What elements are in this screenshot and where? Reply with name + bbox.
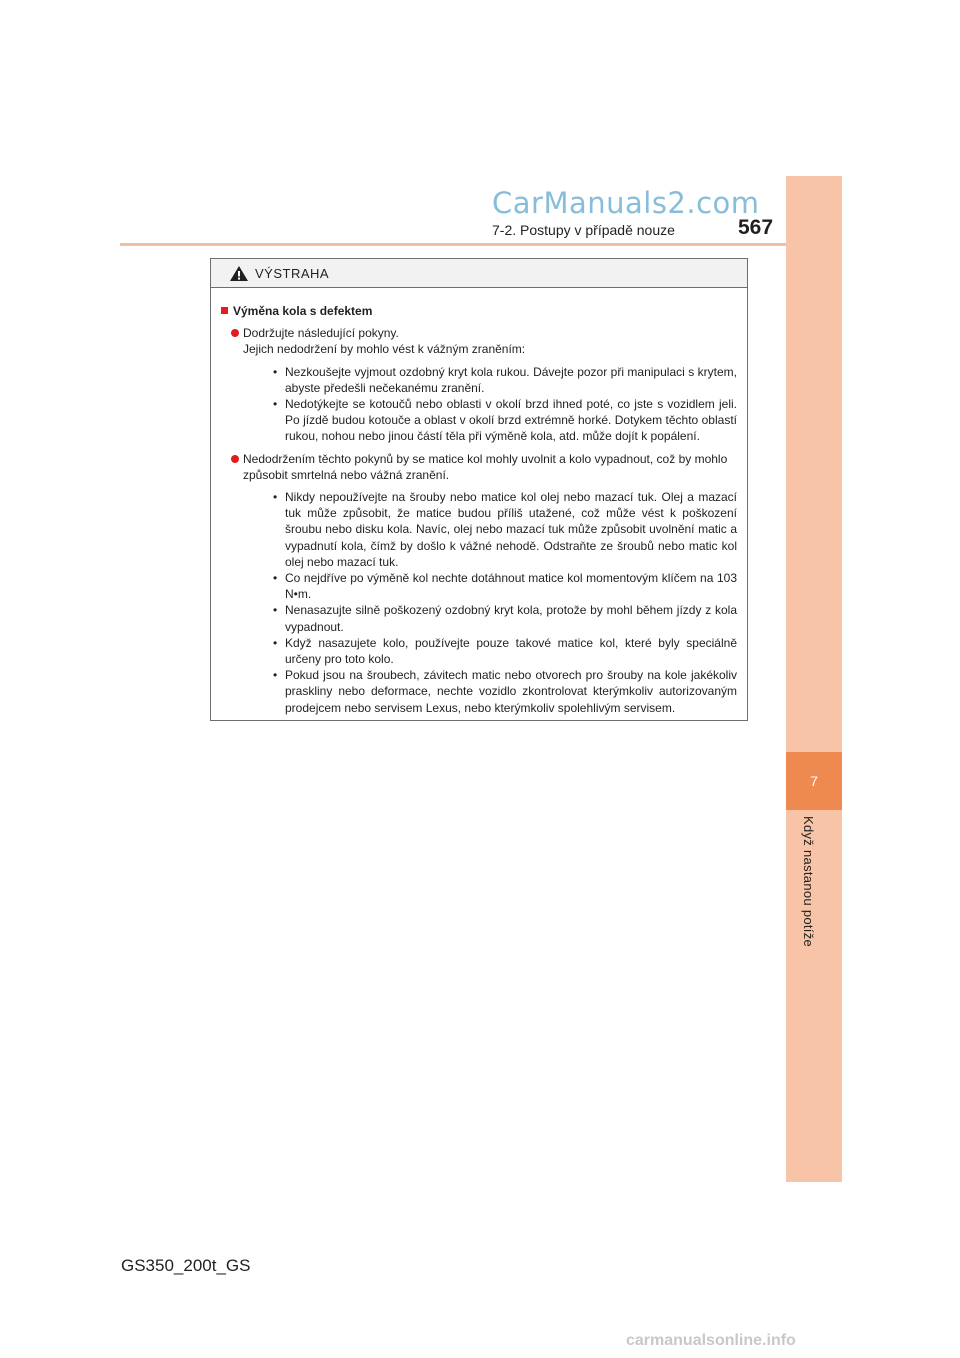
- chapter-side-tab: [786, 176, 842, 1182]
- footer-model: GS350_200t_GS: [121, 1256, 251, 1275]
- warning-header: [211, 259, 747, 288]
- header-divider: [120, 243, 842, 246]
- item-line: Nedodržením těchto pokynů by se matice kol mohly uvolnit a kolo vypadnout, což by mohlo způsobit smrtelná nebo vážná zranění.: [243, 451, 728, 482]
- list-item: [221, 325, 741, 444]
- carmanualsonline-watermark: carmanualsonline.info: [626, 1332, 796, 1349]
- red-dot-icon: [231, 455, 239, 463]
- warning-body: [211, 288, 747, 716]
- warning-title: VÝSTRAHA: [255, 265, 330, 281]
- sub-list-item: • Nezkoušejte vyjmout ozdobný kryt kola rukou. Dávejte pozor při manipulaci s krytem, abyste předešli nečekanému zranění.: [273, 364, 737, 395]
- red-square-icon: [221, 307, 228, 314]
- warning-box: [210, 258, 748, 721]
- section-title: 7-2. Postupy v případě nouze: [492, 222, 675, 238]
- sub-list-item: • Pokud jsou na šroubech, závitech matic nebo otvorech pro šrouby na kole jakékoliv praskliny nebo deformace, nechte vozidlo zkontrolovat kterýmkoliv autorizovaným prodejcem nebo servisem Lexus, nebo kterýmkoliv spolehlivým servisem.: [273, 668, 737, 715]
- sub-list-item: • Nenasazujte silně poškozený ozdobný kryt kola, protože by mohl během jízdy z kola vypadnout.: [273, 603, 737, 634]
- sub-list-item: • Když nasazujete kolo, používejte pouze takové matice kol, které byly speciálně určeny pro toto kolo.: [273, 635, 737, 667]
- sub-list-item: • Nedotýkejte se kotoučů nebo oblasti v okolí brzd ihned poté, co jste s vozidlem jeli. Po jízdě budou kotouče a oblast v okolí brzd extrémně horké. Dotykem těchto oblastí rukou, nohou nebo jinou částí těla při výměně kola, atd. může dojít k popálení.: [273, 397, 737, 444]
- chapter-title: Když nastanou potíže: [801, 816, 816, 948]
- sub-list-item: • Nikdy nepoužívejte na šrouby nebo matice kol olej nebo mazací tuk. Olej a mazací tuk může způsobit, že matice budou příliš utažené, což může vést k poškození šroubu nebo disku kola. Navíc, olej nebo mazací tuk může způsobit uvolnění matic a vypadnutí kola, čímž by došlo k vážné nehodě. Odstraňte ze šroubů nebo matic kol olej nebo mazací tuk.: [273, 490, 737, 569]
- carmanuals-watermark: CarManuals2.com: [492, 186, 760, 220]
- chapter-number: 7: [786, 752, 842, 810]
- red-dot-icon: [231, 329, 239, 337]
- item-line: Jejich nedodržení by mohlo vést k vážným zraněním:: [243, 342, 526, 357]
- page-number: 567: [738, 216, 774, 239]
- sub-list: [243, 489, 741, 716]
- warning-heading: Výměna kola s defektem: [221, 303, 741, 319]
- sub-list: [243, 364, 741, 445]
- item-line: Dodržujte následující pokyny.: [243, 326, 399, 341]
- warning-triangle-icon: [229, 265, 249, 282]
- sub-list-item: • Co nejdříve po výměně kol nechte dotáhnout matice kol momentovým klíčem na 103 N•m.: [273, 571, 737, 602]
- list-item: [221, 451, 741, 716]
